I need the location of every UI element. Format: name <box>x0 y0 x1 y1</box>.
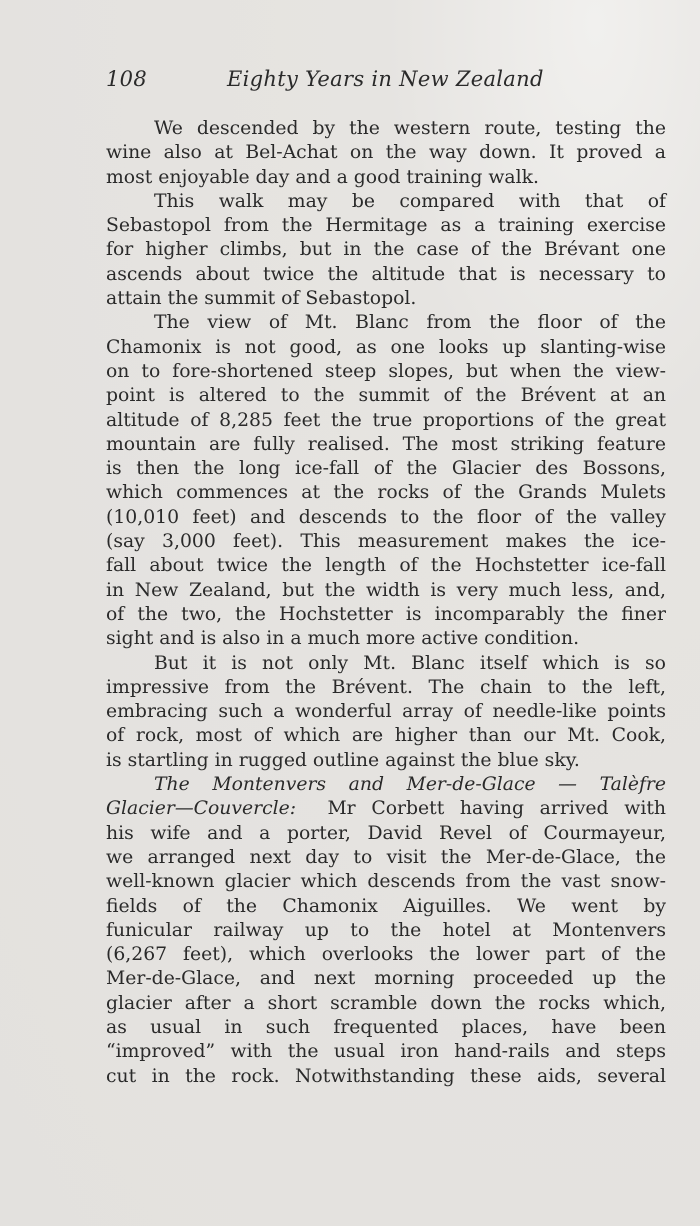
text-line: fields of the Chamonix Aiguilles. We went by <box>106 895 666 917</box>
text-line: embracing such a wonderful array of needle-like points <box>106 701 666 723</box>
text-line: which commences at the rocks of the Grands Mulets <box>106 482 666 504</box>
text-line: for higher climbs, but in the case of the Brévant one <box>106 239 666 261</box>
section-heading-end: Glacier—Couvercle: <box>106 798 297 820</box>
text-line: (10,010 feet) and descends to the floor of the valley <box>106 506 666 528</box>
page-header <box>106 67 666 97</box>
text-line: of the two, the Hochstetter is incomparably the finer <box>106 603 666 625</box>
text-line: cut in the rock. Notwithstanding these aids, several <box>106 1065 666 1087</box>
text-line: (6,267 feet), which overlooks the lower part of the <box>106 944 666 966</box>
text-line: glacier after a short scramble down the rocks which, <box>106 992 666 1014</box>
text-line: altitude of 8,285 feet the true proportions of the great <box>106 409 666 431</box>
text-line: his wife and a porter, David Revel of Courmayeur, <box>106 822 666 844</box>
running-title: Eighty Years in New Zealand <box>227 67 544 91</box>
text-line: in New Zealand, but the width is very much less, and, <box>106 579 666 601</box>
text-line: is then the long ice-fall of the Glacier des Bossons, <box>106 458 666 480</box>
text-line: point is altered to the summit of the Brévent at an <box>106 385 666 407</box>
text-line: The view of Mt. Blanc from the floor of the <box>154 312 666 334</box>
text-line: as usual in such frequented places, have been <box>106 1016 666 1038</box>
text-line: Sebastopol from the Hermitage as a training exercise <box>106 215 666 237</box>
text-line: (say 3,000 feet). This measurement makes the ice- <box>106 531 666 553</box>
text-line: of rock, most of which are higher than our Mt. Cook, <box>106 725 666 747</box>
text-line: impressive from the Brévent. The chain to the left, <box>106 676 666 698</box>
text-line: mountain are fully realised. The most striking feature <box>106 433 666 455</box>
text-line: well-known glacier which descends from the vast snow- <box>106 871 666 893</box>
text-line: attain the summit of Sebastopol. <box>106 288 417 310</box>
text-line: “improved” with the usual iron hand-rails and steps <box>106 1041 666 1063</box>
text-line: fall about twice the length of the Hochstetter ice-fall <box>106 555 666 577</box>
text-line: we arranged next day to visit the Mer-de-Glace, the <box>106 846 666 868</box>
text-line: This walk may be compared with that of <box>154 190 666 212</box>
text-line: But it is not only Mt. Blanc itself which is so <box>154 652 666 674</box>
text-line: ascends about twice the altitude that is necessary to <box>106 263 666 285</box>
text-line: on to fore-shortened steep slopes, but when the view- <box>106 360 666 382</box>
text-line-with-heading <box>106 797 666 821</box>
body-text <box>106 117 666 1089</box>
section-heading-line: The Montenvers and Mer-de-Glace — Talèfre <box>154 774 666 796</box>
text-line: Chamonix is not good, as one looks up slanting-wise <box>106 336 666 358</box>
text-line: sight and is also in a much more active condition. <box>106 628 580 650</box>
text-line: Mer-de-Glace, and next morning proceeded up the <box>106 968 666 990</box>
text-line: wine also at Bel-Achat on the way down. It proved a <box>106 142 666 164</box>
text-line: funicular railway up to the hotel at Montenvers <box>106 919 666 941</box>
text-segment: Mr Corbett having arrived with <box>327 798 666 820</box>
text-line: We descended by the western route, testing the <box>154 118 666 139</box>
text-line: most enjoyable day and a good training walk. <box>106 166 539 188</box>
page-number: 108 <box>106 67 147 91</box>
text-line: is startling in rugged outline against the blue sky. <box>106 749 580 771</box>
